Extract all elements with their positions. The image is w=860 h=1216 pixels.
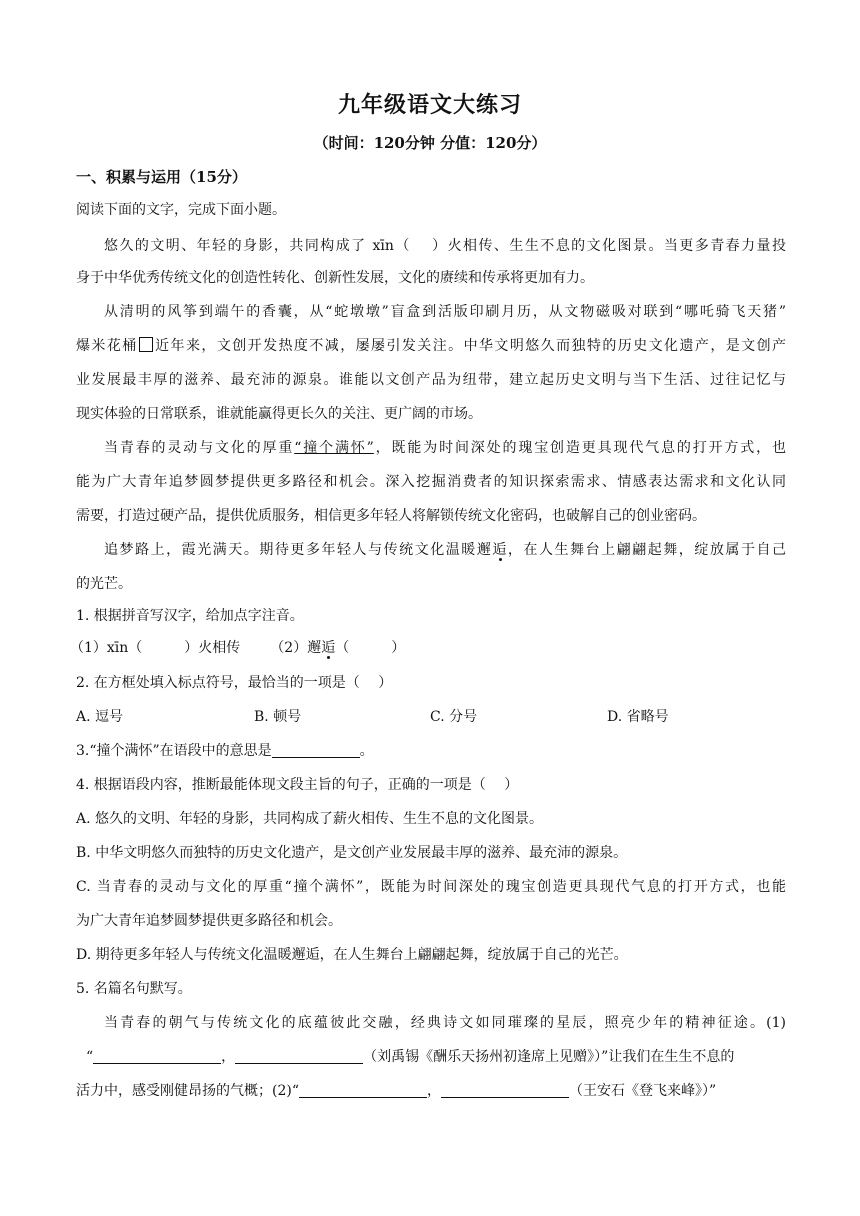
passage-paragraph-2-line-1: 从清明的风筝到端午的香囊，从“蛇墩墩”盲盒到活版印刷月历，从文物磁吸对联到“哪吒骑飞天猪” [104,304,786,320]
passage-text: 近年来，文创开发热度不减，屡屡引发关注。中华文明悠久而独特的历史文化遗产，是文创产 [153,338,787,354]
page-title: 九年级语文大练习 [337,92,522,118]
underlined-phrase: “撞个满怀” [294,440,374,456]
question-4-stem: 4. 根据语段内容，推断最能体现文段主旨的句子，正确的一项是（ ） [76,777,519,793]
question-2-option-a[interactable]: A. 逗号 [76,709,124,725]
question-1-answer-row [70,638,780,658]
poem-source-text: （刘禹锡《酬乐天扬州初逢席上见赠》）”让我们在生生不息的 [363,1049,735,1065]
poem-blank-1[interactable] [93,1063,221,1064]
question-4-option-c-line-2[interactable]: 为广大青年追梦圆梦提供更多路径和机会。 [76,913,342,929]
question-2-stem: 2. 在方框处填入标点符号，最恰当的一项是（ ） [76,675,393,691]
question-3-text: 。 [359,743,374,759]
passage-paragraph-4-line-1 [104,540,786,560]
question-5-passage-line-1: 当青春的朝气与传统文化的底蕴彼此交融，经典诗文如同璀璨的星辰，照亮少年的精神征途。(1) [104,1015,786,1031]
question-4-option-c-line-1[interactable]: C. 当青春的灵动与文化的厚重“撞个满怀”，既能为时间深处的瑰宝创造更具现代气息的打开方式，也能 [76,879,786,895]
question-1-part-2: （2）邂 [270,640,322,656]
passage-paragraph-3-line-2: 能为广大青年追梦圆梦提供更多路径和机会。深入挖掘消费者的知识探索需求、情感表达需求和文化认同 [76,474,786,490]
passage-text: ，既能为时间深处的瑰宝创造更具现代气息的打开方式，也 [373,440,787,456]
passage-text: 当青春的灵动与文化的厚重 [104,440,295,456]
dotted-character: 逅 [321,640,336,656]
section-heading: 一、积累与运用（15分） [76,168,247,186]
question-5-passage-line-2 [86,1047,786,1067]
punctuation-answer-box [139,337,153,352]
reading-instruction: 阅读下面的文字，完成下面小题。 [76,202,286,218]
question-3-stem [76,741,786,761]
question-2-option-d[interactable]: D. 省略号 [607,709,669,725]
question-3-text: 3.“撞个满怀”在语段中的意思是 [76,743,272,759]
question-5-passage-line-3 [76,1081,786,1101]
poem-blank-3[interactable] [299,1097,427,1098]
question-4-option-d[interactable]: D. 期待更多年轻人与传统文化温暖邂逅，在人生舞台上翩翩起舞，绽放属于自己的光芒。 [76,947,628,963]
passage-paragraph-2-line-3: 业发展最丰厚的滋养、最充沛的源泉。谁能以文创产品为纽带，建立起历史文明与当下生活、过往记忆与 [76,372,786,388]
passage-paragraph-2-line-4: 现实体验的日常联系，谁就能赢得更长久的关注、更广阔的市场。 [76,406,482,422]
comma: ， [221,1049,236,1065]
passage-text: 追梦路上，霞光满天。期待更多年轻人与传统文化温暖邂 [104,542,493,558]
question-4-option-a[interactable]: A. 悠久的文明、年轻的身影，共同构成了薪火相传、生生不息的文化图景。 [76,811,544,827]
dotted-character: 逅 [492,542,508,558]
question-5-stem: 5. 名篇名句默写。 [76,981,192,997]
poem-blank-4[interactable] [441,1097,569,1098]
question-2-option-c[interactable]: C. 分号 [430,709,478,725]
passage-text: 爆米花桶 [76,338,138,354]
passage-paragraph-4-line-2: 的光芒。 [76,576,132,592]
comma: ， [427,1083,441,1099]
question-1-stem: 1. 根据拼音写汉字，给加点字注音。 [76,608,304,624]
passage-paragraph-1-line-2: 身于中华优秀传统文化的创造性转化、创新性发展，文化的赓续和传承将更加有力。 [76,270,594,286]
question-2-options [76,707,786,727]
passage-paragraph-3-line-1 [104,438,786,458]
poem-blank-2[interactable] [235,1063,363,1064]
poem-source-text: （王安石《登飞来峰》）” [569,1083,717,1099]
question-1-part-1: （1）xīn（ ）火相传 [70,640,241,656]
question-2-option-b[interactable]: B. 顿号 [254,709,302,725]
passage-text: ，在人生舞台上翩翩起舞，绽放属于自己 [507,542,787,558]
passage-paragraph-1-line-1: 悠久的文明、年轻的身影，共同构成了 xīn（ ）火相传、生生不息的文化图景。当更多青春力量投 [104,238,786,254]
question-4-option-b[interactable]: B. 中华文明悠久而独特的历史文化遗产，是文创产业发展最丰厚的滋养、最充沛的源泉。 [76,845,628,861]
quote-mark: “ [86,1049,94,1065]
exam-time-and-score: （时间：120分钟 分值：120分） [313,134,547,152]
passage-paragraph-3-line-3: 需要，打造过硬产品，提供优质服务，相信更多年轻人将解锁传统文化密码，也破解自己的创业密码。 [76,508,706,524]
question-1-answer-blank: （ ） [335,640,406,656]
passage-paragraph-2-line-2 [76,336,786,356]
question-3-answer-blank[interactable] [272,757,360,758]
passage-text: 活力中，感受刚健昂扬的气概；(2)“ [76,1083,299,1099]
